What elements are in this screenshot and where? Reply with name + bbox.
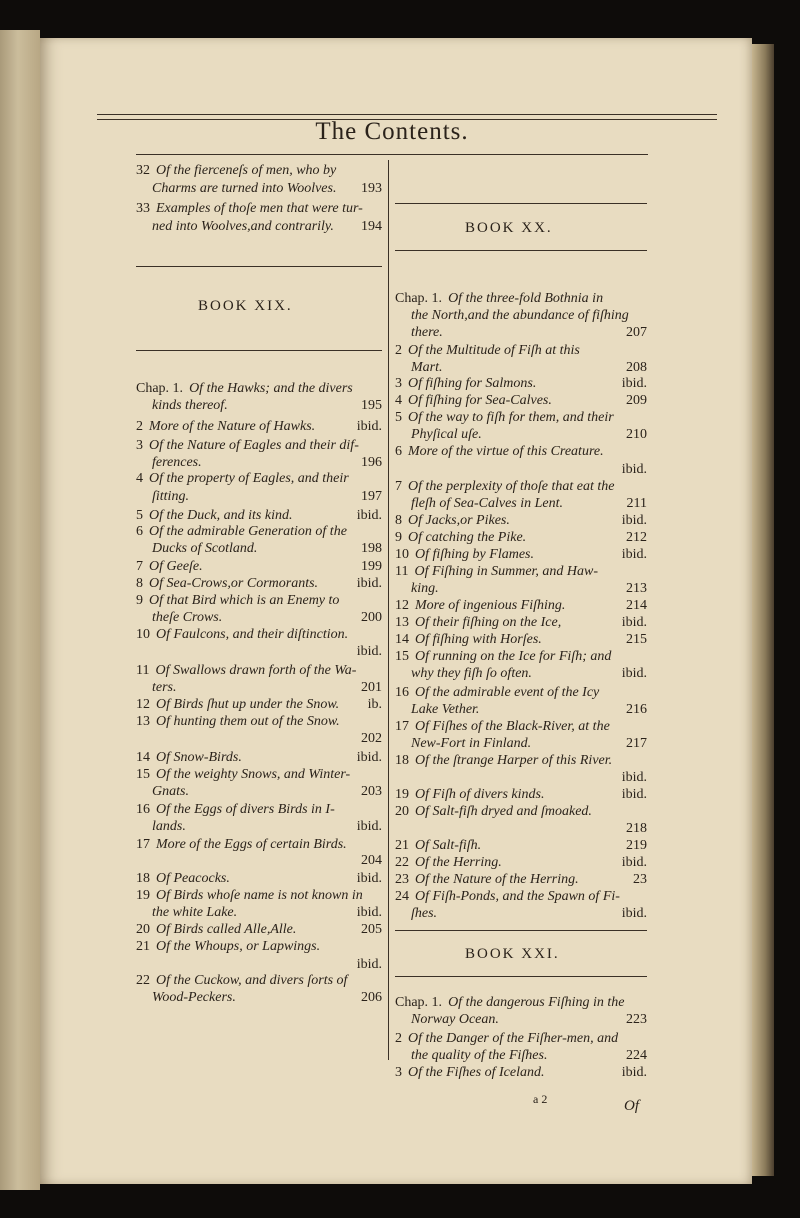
book20_entries-entry-number: 15 bbox=[395, 649, 409, 664]
book19_entries-entry-text: Of Sea-Crows,or Cormorants. bbox=[149, 576, 319, 591]
book20_entries-entry-number: 4 bbox=[395, 393, 402, 408]
book19_entries-entry-number: 20 bbox=[136, 922, 150, 937]
book21_entries-entry bbox=[411, 1011, 647, 1028]
book19_entries-page-number: 204 bbox=[361, 853, 382, 868]
book20_entries-page-number: ibid. bbox=[621, 513, 647, 528]
book20_entries-entry-number: 20 bbox=[395, 804, 409, 819]
book19_entries-entry-text: Of Snow-Birds. bbox=[156, 750, 242, 765]
book19_entries-entry-number: 18 bbox=[136, 871, 150, 886]
book19_entries-entry-text: Of Geeſe. bbox=[149, 559, 203, 574]
book19_entries-entry bbox=[136, 575, 382, 592]
book20_entries-entry-text: fleſh of Sea-Calves in Lent. bbox=[411, 496, 564, 511]
book20_entries-page-number: ibid. bbox=[621, 906, 647, 921]
book19_entries-entry-text: Of that Bird which is an Enemy to bbox=[149, 593, 340, 608]
book19_entries-entry-number: 12 bbox=[136, 697, 150, 712]
book20_entries-entry-number: 9 bbox=[395, 530, 402, 545]
book19_entries-page-number: ib. bbox=[367, 697, 382, 712]
book20_entries-page-number: ibid. bbox=[621, 770, 647, 785]
book19_entries-entry-text: Of the Cuckow, and divers ſorts of bbox=[156, 973, 348, 988]
book19_entries-entry-text: Of the Nature of Eagles and their dif- bbox=[149, 438, 359, 453]
book19_entries-entry bbox=[152, 397, 382, 414]
book19_entries-entry bbox=[136, 437, 382, 454]
book20_entries-entry-number: 3 bbox=[395, 376, 402, 391]
book19_entries-entry-text: Of Birds whoſe name is not known in bbox=[156, 888, 363, 903]
book20_entries-entry-text: Of the Herring. bbox=[415, 855, 502, 870]
book19_entries-entry bbox=[136, 749, 382, 766]
book19_entries-entry-text: Of hunting them out of the Snow. bbox=[156, 714, 340, 729]
book20_entries-entry-text: Of Salt-fiſh dryed and ſmoaked. bbox=[415, 804, 592, 819]
book19_entries-entry bbox=[136, 380, 382, 397]
book19_entries-entry bbox=[152, 818, 382, 835]
book20_entries-entry bbox=[395, 752, 647, 769]
book19-heading: BOOK XIX. bbox=[198, 298, 293, 314]
book21_entries-entry-number: 3 bbox=[395, 1065, 402, 1080]
book20_entries-entry-text: Of fiſhing for Salmons. bbox=[408, 376, 537, 391]
book20_entries-entry bbox=[395, 648, 647, 665]
book20_entries-entry-number: 18 bbox=[395, 753, 409, 768]
book20_entries-entry bbox=[395, 546, 647, 563]
book19_entries-entry-text: Of the Duck, and its kind. bbox=[149, 508, 293, 523]
book19_entries-entry-text: kinds thereof. bbox=[152, 398, 228, 413]
book20_entries-page-number: ibid. bbox=[621, 615, 647, 630]
book20_entries-entry-text: Of Fiſh of divers kinds. bbox=[415, 787, 545, 802]
col1_top-page-number: 193 bbox=[361, 181, 382, 196]
book19_entries-page-number: 201 bbox=[361, 680, 382, 695]
col1_top-entry-number: 32 bbox=[136, 163, 150, 178]
book20_entries-entry-text: Of the Multitude of Fiſh at this bbox=[408, 343, 580, 358]
col1_top-entry bbox=[152, 218, 382, 235]
page-title: The Contents. bbox=[315, 118, 469, 145]
book20_entries-entry bbox=[395, 718, 647, 735]
book19-rule-top bbox=[136, 266, 382, 267]
book20_entries-entry-number: 7 bbox=[395, 479, 402, 494]
book19_entries-entry bbox=[136, 523, 382, 540]
book20_entries-entry-number: 21 bbox=[395, 838, 409, 853]
book19_entries-entry-text: Of Swallows drawn forth of the Wa- bbox=[155, 663, 357, 678]
book19_entries-entry bbox=[136, 887, 382, 904]
book20_entries-entry bbox=[411, 665, 647, 682]
book20_entries-entry-text: New-Fort in Finland. bbox=[411, 736, 532, 751]
col1_top-entry bbox=[152, 180, 382, 197]
book19_entries-entry-text: Of the admirable Generation of the bbox=[149, 524, 347, 539]
book21_entries-entry bbox=[395, 994, 647, 1011]
book20_entries-entry bbox=[395, 392, 647, 409]
book21_entries-entry-text: Of the dangerous Fiſhing in the bbox=[448, 995, 625, 1010]
book19_entries-entry-number: 19 bbox=[136, 888, 150, 903]
book20_entries-page-number: 210 bbox=[626, 427, 647, 442]
book19_entries-entry-number: 5 bbox=[136, 508, 143, 523]
book19_entries-page-number: ibid. bbox=[356, 819, 382, 834]
book20_entries-entry bbox=[395, 837, 647, 854]
book19_entries-page-number: 196 bbox=[361, 455, 382, 470]
book20_entries-entry bbox=[395, 478, 647, 495]
book20_entries-entry-text: Of running on the Ice for Fiſh; and bbox=[415, 649, 612, 664]
book19_entries-entry bbox=[136, 836, 382, 853]
book19_entries-entry-text: More of the Nature of Hawks. bbox=[149, 419, 316, 434]
book19_entries-entry-number: 11 bbox=[136, 663, 150, 678]
book19_entries-entry-text: ferences. bbox=[152, 455, 202, 470]
book21_entries-page-number: 224 bbox=[626, 1048, 647, 1063]
book19_entries-entry-number: 3 bbox=[136, 438, 143, 453]
book20_entries-entry bbox=[395, 290, 647, 307]
book19_entries-entry bbox=[152, 609, 382, 626]
book19_entries-entry-text: Wood-Peckers. bbox=[152, 990, 236, 1005]
book20_entries-entry bbox=[395, 631, 647, 648]
book19_entries-page-number: 199 bbox=[361, 559, 382, 574]
book19_entries-entry-number: 10 bbox=[136, 627, 150, 642]
book20_entries-page-number: 212 bbox=[626, 530, 647, 545]
book19_entries-entry bbox=[152, 454, 382, 471]
book19-rule-bottom bbox=[136, 350, 382, 351]
book21_entries-entry-number: Chap. 1. bbox=[395, 995, 443, 1010]
book21_entries-page-number: 223 bbox=[626, 1012, 647, 1027]
book20_entries-entry bbox=[411, 580, 647, 597]
book20_entries-entry-number: 23 bbox=[395, 872, 409, 887]
book19_entries-page-number: ibid. bbox=[356, 644, 382, 659]
book21_entries-entry-number: 2 bbox=[395, 1031, 402, 1046]
book20_entries-entry-text: Of Jacks,or Pikes. bbox=[408, 513, 510, 528]
book19_entries-entry-number: Chap. 1. bbox=[136, 381, 184, 396]
book20_entries-entry-text: More of ingenious Fiſhing. bbox=[415, 598, 566, 613]
book20_entries-page-number: 218 bbox=[626, 821, 647, 836]
book19_entries-entry bbox=[136, 662, 382, 679]
signature-mark: a 2 bbox=[533, 1092, 548, 1106]
book19_entries-page-number: ibid. bbox=[356, 508, 382, 523]
book20_entries-entry-number: 24 bbox=[395, 889, 409, 904]
book20_entries-entry-text: Of fiſhing for Sea-Calves. bbox=[408, 393, 552, 408]
book20_entries-entry bbox=[395, 342, 647, 359]
book20_entries-entry bbox=[411, 735, 647, 752]
book20_entries-entry-text: there. bbox=[411, 325, 443, 340]
book20_entries-entry bbox=[395, 803, 647, 820]
book20_entries-entry-text: the North,and the abundance of fiſhing bbox=[411, 308, 629, 323]
book19_entries-entry bbox=[152, 783, 382, 800]
book19_entries-page-number: ibid. bbox=[356, 576, 382, 591]
book19_entries-entry-text: Of the Eggs of divers Birds in I- bbox=[156, 802, 335, 817]
book19_entries-page-number: 195 bbox=[361, 398, 382, 413]
book20_entries-entry-text: king. bbox=[411, 581, 439, 596]
book20_entries-page-number: 209 bbox=[626, 393, 647, 408]
book20_entries-entry-text: Of the perplexity of thoſe that eat the bbox=[408, 479, 615, 494]
book19_entries-entry-text: Of Birds ſhut up under the Snow. bbox=[156, 697, 340, 712]
book19_entries-entry-text: theſe Crows. bbox=[152, 610, 223, 625]
facing-page-edge bbox=[0, 30, 40, 1190]
book19_entries-page-number: 198 bbox=[361, 541, 382, 556]
book20_entries-entry-text: why they fiſh ſo often. bbox=[411, 666, 532, 681]
book19_entries-entry-text: Of Birds called Alle,Alle. bbox=[156, 922, 297, 937]
book20_entries-entry-number: Chap. 1. bbox=[395, 291, 443, 306]
book20_entries-entry bbox=[395, 563, 647, 580]
column-divider bbox=[388, 160, 389, 1060]
book19_entries-entry-number: 2 bbox=[136, 419, 143, 434]
book20_entries-entry bbox=[411, 701, 647, 718]
col1_top-entry-text: ned into Woolves,and contrarily. bbox=[152, 219, 334, 234]
book20_entries-page-number: 217 bbox=[626, 736, 647, 751]
book20_entries-entry-text: ſhes. bbox=[411, 906, 438, 921]
book20_entries-page-number: ibid. bbox=[621, 855, 647, 870]
book19_entries-page-number: ibid. bbox=[356, 750, 382, 765]
book19_entries-page-number: 203 bbox=[361, 784, 382, 799]
book20_entries-page-number: 208 bbox=[626, 360, 647, 375]
book19_entries-entry-number: 15 bbox=[136, 767, 150, 782]
book21_entries-entry bbox=[411, 1047, 647, 1064]
book19_entries-entry bbox=[136, 972, 382, 989]
book19_entries-page-number: ibid. bbox=[356, 957, 382, 972]
book20_entries-entry-text: Of the ſtrange Harper of this River. bbox=[415, 753, 613, 768]
book19_entries-entry bbox=[136, 870, 382, 887]
book20_entries-page-number: 219 bbox=[626, 838, 647, 853]
book19_entries-page-number: 202 bbox=[361, 731, 382, 746]
book20_entries-entry-number: 11 bbox=[395, 564, 409, 579]
book20_entries-entry bbox=[395, 409, 647, 426]
book20_entries-entry bbox=[395, 888, 647, 905]
book20_entries-entry-text: Of the Nature of the Herring. bbox=[415, 872, 579, 887]
book19_entries-entry bbox=[152, 904, 382, 921]
book19_entries-entry-text: the white Lake. bbox=[152, 905, 238, 920]
book19_entries-entry bbox=[136, 766, 382, 783]
book20_entries-entry-number: 10 bbox=[395, 547, 409, 562]
book19_entries-entry bbox=[152, 679, 382, 696]
book19_entries-page-number: 206 bbox=[361, 990, 382, 1005]
book21_entries-page-number: ibid. bbox=[621, 1065, 647, 1080]
book20_entries-entry-number: 12 bbox=[395, 598, 409, 613]
book19_entries-entry bbox=[136, 592, 382, 609]
book19_entries-entry bbox=[136, 470, 382, 487]
right-column bbox=[395, 0, 647, 1218]
book20_entries-entry-text: Mart. bbox=[411, 360, 443, 375]
book20_entries-entry bbox=[411, 324, 647, 341]
book21_entries-entry-text: Of the Fiſhes of Iceland. bbox=[408, 1065, 545, 1080]
book21_entries-entry-text: Norway Ocean. bbox=[411, 1012, 499, 1027]
book20_entries-entry-number: 5 bbox=[395, 410, 402, 425]
book20-heading: BOOK XX. bbox=[465, 220, 553, 236]
book20_entries-entry-text: Of catching the Pike. bbox=[408, 530, 527, 545]
book19_entries-page-number: ibid. bbox=[356, 871, 382, 886]
book20_entries-entry-text: Of their fiſhing on the Ice, bbox=[415, 615, 562, 630]
book20_entries-entry bbox=[411, 426, 647, 443]
book20_entries-entry-text: Of the three-fold Bothnia in bbox=[448, 291, 604, 306]
book19_entries-entry bbox=[136, 507, 382, 524]
book19_entries-page-number: ibid. bbox=[356, 419, 382, 434]
book20_entries-entry-number: 22 bbox=[395, 855, 409, 870]
book19_entries-entry bbox=[152, 488, 382, 505]
book20_entries-page-number: ibid. bbox=[621, 547, 647, 562]
col1_top-page-number: 194 bbox=[361, 219, 382, 234]
book20_entries-entry bbox=[395, 854, 647, 871]
book20_entries-entry bbox=[411, 359, 647, 376]
book19_entries-entry bbox=[136, 558, 382, 575]
book21_entries-entry-text: Of the Danger of the Fiſher-men, and bbox=[408, 1031, 619, 1046]
book19_entries-entry-number: 9 bbox=[136, 593, 143, 608]
book20_entries-entry-number: 2 bbox=[395, 343, 402, 358]
book20_entries-entry bbox=[411, 905, 647, 922]
book20_entries-page-number: 214 bbox=[626, 598, 647, 613]
book20_entries-entry-text: More of the virtue of this Creature. bbox=[408, 444, 604, 459]
book19_entries-entry-number: 4 bbox=[136, 471, 143, 486]
col1_top-entry-text: Examples of thoſe men that were tur- bbox=[156, 201, 363, 216]
book20_entries-entry bbox=[411, 307, 647, 324]
book20_entries-entry bbox=[395, 614, 647, 631]
col1_top-entry bbox=[136, 200, 382, 217]
book20_entries-entry bbox=[395, 684, 647, 701]
col1_top-entry-text: Of the fierceneſs of men, who by bbox=[156, 163, 337, 178]
book20_entries-entry-number: 17 bbox=[395, 719, 409, 734]
book20_entries-entry bbox=[395, 786, 647, 803]
book20_entries-entry-text: Of Fiſhing in Summer, and Haw- bbox=[414, 564, 599, 579]
book20-rule-top bbox=[395, 203, 647, 204]
book20_entries-entry-number: 16 bbox=[395, 685, 409, 700]
book19_entries-entry-text: Gnats. bbox=[152, 784, 189, 799]
book20_entries-entry-number: 8 bbox=[395, 513, 402, 528]
book19_entries-entry-text: Of Faulcons, and their diſtinction. bbox=[156, 627, 349, 642]
book19_entries-entry bbox=[136, 713, 382, 730]
book19_entries-entry-text: Ducks of Scotland. bbox=[152, 541, 258, 556]
book20_entries-entry bbox=[395, 375, 647, 392]
book20_entries-page-number: 23 bbox=[633, 872, 647, 887]
book19_entries-entry-text: ſitting. bbox=[152, 489, 189, 504]
book20_entries-entry-text: Lake Vether. bbox=[411, 702, 480, 717]
book20_entries-page-number: 215 bbox=[626, 632, 647, 647]
book19_entries-entry bbox=[136, 418, 382, 435]
book21_entries-entry bbox=[395, 1064, 647, 1081]
book20_entries-entry bbox=[395, 597, 647, 614]
book20_entries-entry-number: 19 bbox=[395, 787, 409, 802]
book19_entries-entry-text: Of the property of Eagles, and their bbox=[149, 471, 349, 486]
book20_entries-page-number: ibid. bbox=[621, 376, 647, 391]
book19_entries-entry-number: 13 bbox=[136, 714, 150, 729]
book20_entries-entry-number: 14 bbox=[395, 632, 409, 647]
book19_entries-entry-number: 14 bbox=[136, 750, 150, 765]
book20_entries-page-number: ibid. bbox=[621, 666, 647, 681]
book20_entries-entry-text: Of fiſhing by Flames. bbox=[415, 547, 534, 562]
book19_entries-entry-text: Of the weighty Snows, and Winter- bbox=[156, 767, 351, 782]
book19_entries-entry bbox=[136, 938, 382, 955]
col1_top-entry-number: 33 bbox=[136, 201, 150, 216]
book19_entries-entry-text: Of the Whoups, or Lapwings. bbox=[156, 939, 321, 954]
book20_entries-entry bbox=[395, 443, 647, 460]
book20_entries-page-number: ibid. bbox=[621, 462, 647, 477]
book19_entries-page-number: 205 bbox=[361, 922, 382, 937]
book19_entries-entry bbox=[136, 801, 382, 818]
book19_entries-entry bbox=[152, 989, 382, 1006]
book19_entries-entry-text: ters. bbox=[152, 680, 177, 695]
book21_entries-entry bbox=[395, 1030, 647, 1047]
book20_entries-entry-text: Of the way to fiſh for them, and their bbox=[408, 410, 614, 425]
book20_entries-entry bbox=[395, 529, 647, 546]
col1_top-entry bbox=[136, 162, 382, 179]
left-column bbox=[136, 0, 382, 1218]
book20_entries-entry bbox=[395, 871, 647, 888]
book20_entries-entry-text: Of Salt-fiſh. bbox=[415, 838, 482, 853]
book20_entries-entry bbox=[395, 512, 647, 529]
book19_entries-page-number: 200 bbox=[361, 610, 382, 625]
book19_entries-entry-text: More of the Eggs of certain Birds. bbox=[156, 837, 347, 852]
book20_entries-entry-text: Of the admirable event of the Icy bbox=[415, 685, 600, 700]
book21-heading: BOOK XXI. bbox=[465, 946, 560, 962]
book20_entries-entry-number: 6 bbox=[395, 444, 402, 459]
book20_entries-page-number: 213 bbox=[626, 581, 647, 596]
book19_entries-page-number: 197 bbox=[361, 489, 382, 504]
book19_entries-entry-number: 22 bbox=[136, 973, 150, 988]
book19_entries-entry-number: 6 bbox=[136, 524, 143, 539]
book20_entries-entry-text: Of Fiſhes of the Black-River, at the bbox=[415, 719, 610, 734]
book19_entries-page-number: ibid. bbox=[356, 905, 382, 920]
book19_entries-entry-text: lands. bbox=[152, 819, 186, 834]
book19_entries-entry bbox=[136, 921, 382, 938]
book20_entries-page-number: 207 bbox=[626, 325, 647, 340]
book21_entries-entry-text: the quality of the Fiſhes. bbox=[411, 1048, 548, 1063]
book19_entries-entry-number: 8 bbox=[136, 576, 143, 591]
col1_top-entry-text: Charms are turned into Woolves. bbox=[152, 181, 337, 196]
book19_entries-entry-number: 17 bbox=[136, 837, 150, 852]
book20_entries-entry-text: Of Fiſh-Ponds, and the Spawn of Fi- bbox=[415, 889, 620, 904]
book19_entries-entry bbox=[136, 696, 382, 713]
book20_entries-page-number: 216 bbox=[626, 702, 647, 717]
book19_entries-entry bbox=[136, 626, 382, 643]
page-block-edge bbox=[752, 44, 774, 1176]
book19_entries-entry-text: Of Peacocks. bbox=[156, 871, 230, 886]
book19_entries-entry-number: 16 bbox=[136, 802, 150, 817]
book20_entries-entry-number: 13 bbox=[395, 615, 409, 630]
book19_entries-entry-number: 21 bbox=[136, 939, 150, 954]
book19_entries-entry-number: 7 bbox=[136, 559, 143, 574]
book20_entries-entry bbox=[411, 495, 647, 512]
book19_entries-entry-text: Of the Hawks; and the divers bbox=[189, 381, 353, 396]
book20_entries-entry-text: Of fiſhing with Horſes. bbox=[415, 632, 542, 647]
book20_entries-entry-text: Phyſical uſe. bbox=[411, 427, 482, 442]
book21-rule-bottom bbox=[395, 976, 647, 977]
catchword: Of bbox=[624, 1098, 639, 1114]
book19_entries-entry bbox=[152, 540, 382, 557]
book20-rule-bottom bbox=[395, 250, 647, 251]
book20_entries-page-number: 211 bbox=[626, 496, 647, 511]
book21-rule-top bbox=[395, 930, 647, 931]
book20_entries-page-number: ibid. bbox=[621, 787, 647, 802]
